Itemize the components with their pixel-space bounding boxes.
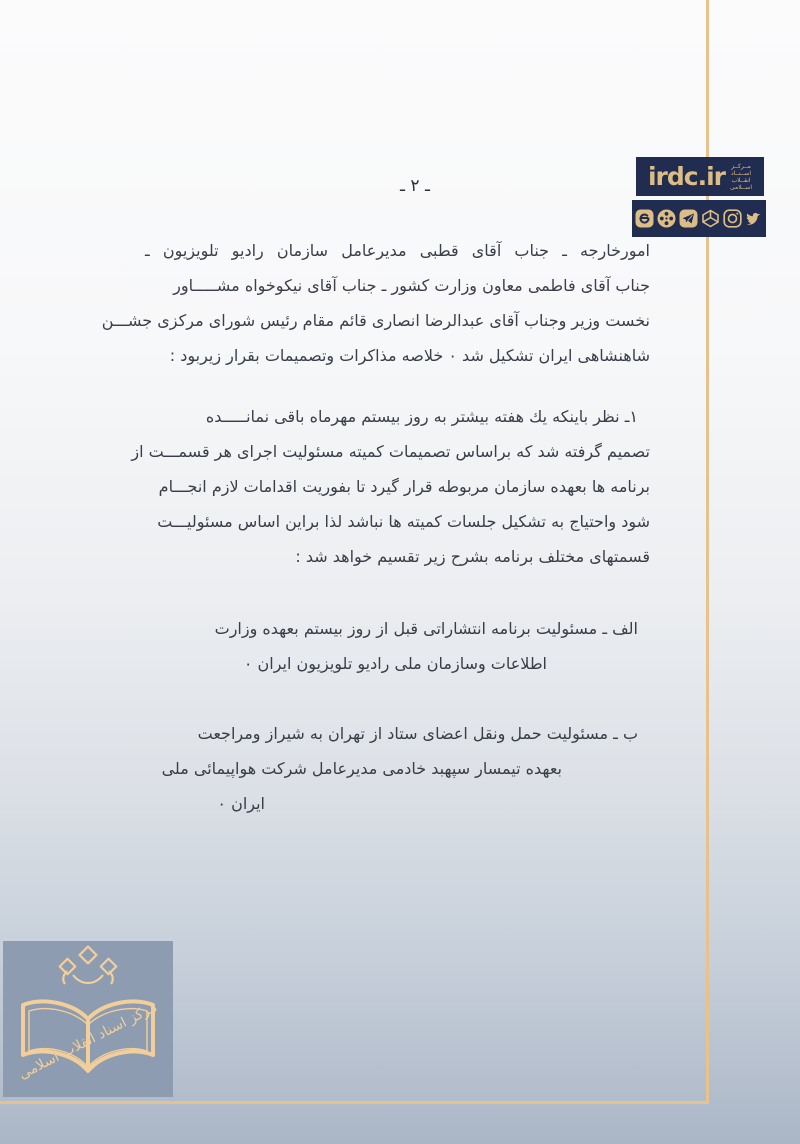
text-line: ب ـ مسئولیت حمل ونقل اعضای ستاد از تهران به شیراز ومراجعت bbox=[197, 724, 638, 743]
rubika-icon bbox=[701, 209, 720, 228]
irdc-org-line: انقــلاب bbox=[731, 176, 751, 184]
irdc-logo-stamp bbox=[3, 941, 173, 1097]
text-line: الف ـ مسئولیت برنامه انتشاراتی قبل از روز بیستم بعهده وزارت bbox=[214, 619, 638, 638]
border-line-horizontal bbox=[0, 1101, 709, 1104]
irdc-org-name bbox=[730, 163, 752, 191]
irdc-org-line: اســلامی bbox=[730, 183, 753, 191]
text-line: اطلاعات وسازمان ملی رادیو تلویزیون ایران ۰ bbox=[243, 654, 547, 673]
text-line: بعهده تیمسار سپهبد خادمی مدیرعامل شرکت هواپیمائی ملی bbox=[161, 759, 562, 778]
paragraph-item-1 bbox=[131, 399, 650, 574]
irdc-site-label: irdc.ir bbox=[647, 162, 725, 191]
text-line: قسمتهای مختلف برنامه بشرح زیر تقسیم خواهد شد : bbox=[295, 547, 650, 566]
stamp-caption: مرکز اسناد انقلاب اسلامی bbox=[16, 999, 160, 1083]
paragraph-item-b bbox=[145, 716, 650, 821]
irdc-org-line: مــرکــز bbox=[731, 162, 751, 170]
text-line: برنامه ها بعهده سازمان مربوطه قرار گیرد تا بفوریت اقدامات لازم انجـــام bbox=[158, 477, 650, 496]
twitter-icon bbox=[745, 209, 764, 228]
social-icons-bar bbox=[632, 200, 766, 237]
open-book-logo bbox=[3, 941, 173, 1097]
text-line: جناب آقای فاطمی معاون وزارت کشور ـ جناب آقای نیکوخواه مشـــــاور bbox=[173, 276, 650, 295]
instagram-icon bbox=[723, 209, 742, 228]
text-line: شود واحتیاج به تشکیل جلسات کمیته ها نباشد لذا براین اساس مسئولیـــت bbox=[157, 512, 650, 531]
text-line: شاهنشاهی ایران تشکیل شد ۰ خلاصه مذاکرات وتصمیمات بقرار زیربود : bbox=[169, 346, 650, 365]
text-line: تصمیم گرفته شد که براساس تصمیمات کمیته مسئولیت اجرای هر قسمـــت از bbox=[131, 442, 650, 461]
paragraph-item-alef bbox=[145, 611, 650, 681]
text-line: ۱ـ نظر باینکه یك هفته بیشتر به روز بیستم مهرماه باقی نمانـــــده bbox=[205, 407, 638, 426]
irdc-org-line: اســنــاد bbox=[730, 169, 752, 177]
irdc-watermark-badge bbox=[636, 157, 764, 196]
text-line: امورخارجه ـ جناب آقای قطبی مدیرعامل سازمان رادیو تلویزیون ـ bbox=[145, 241, 650, 260]
aparat-icon bbox=[657, 209, 676, 228]
paragraph-intro bbox=[101, 233, 650, 373]
text-line: نخست وزیر وجناب آقای عبدالرضا انصاری قائم مقام رئیس شورای مرکزی جشـــن bbox=[101, 311, 650, 330]
page-number: ـ ۲ ـ bbox=[400, 176, 430, 196]
eitaa-icon bbox=[635, 209, 654, 228]
telegram-icon bbox=[679, 209, 698, 228]
text-line: ایران ۰ bbox=[217, 794, 265, 813]
